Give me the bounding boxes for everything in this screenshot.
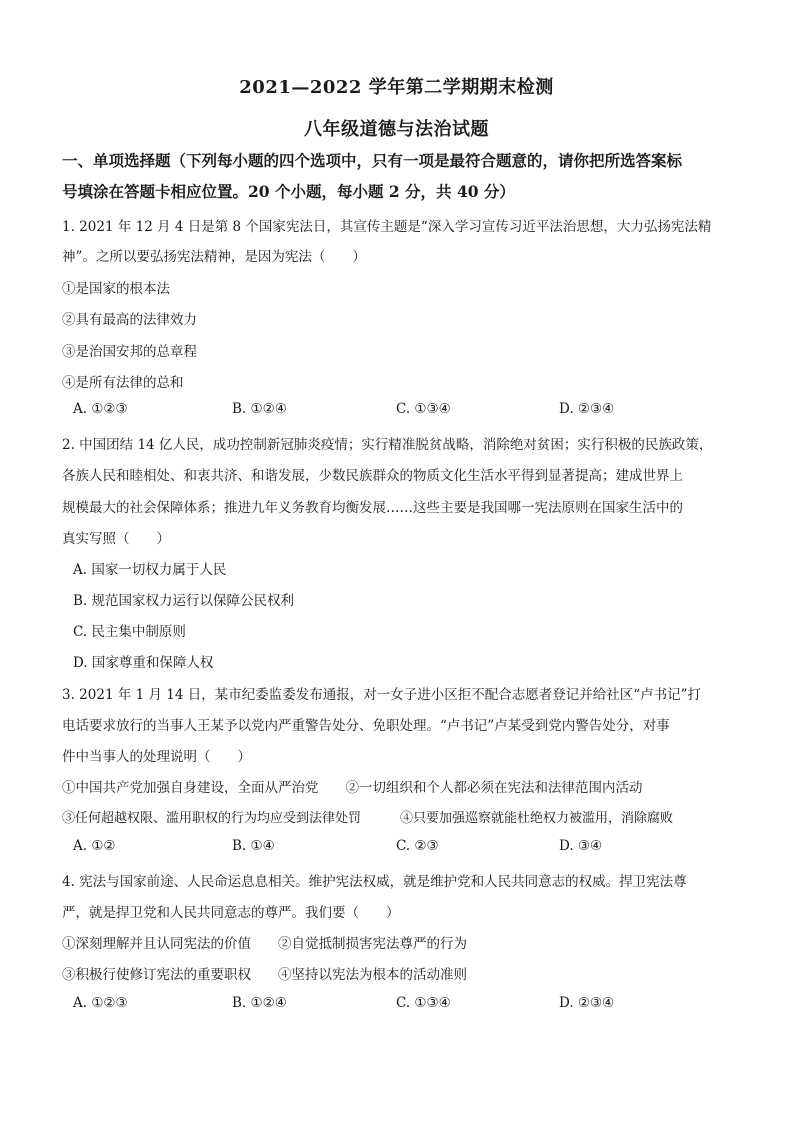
q3-option-b[interactable]: B. ①④ — [232, 838, 275, 854]
q1-item-3: ③是治国安邦的总章程 — [62, 344, 197, 360]
q1-stem-line-2: 神”。之所以要弘扬宪法精神，是因为宪法（ ） — [62, 249, 366, 265]
section-heading-line-2: 号填涂在答题卡相应位置。20 个小题，每小题 2 分，共 40 分） — [62, 182, 515, 201]
q1-stem-line-1: 1. 2021 年 12 月 4 日是第 8 个国家宪法日，其宣传主题是“深入学习宣传习近平法治思想，大力弘扬宪法精 — [62, 219, 712, 235]
q4-stem-line-1: 4. 宪法与国家前途、人民命运息息相关。维护宪法权威，就是维护党和人民共同意志的权威。捍卫宪法尊 — [62, 874, 687, 890]
q4-items-line-2: ③积极行使修订宪法的重要职权 ④坚持以宪法为根本的活动准则 — [62, 967, 467, 983]
q3-option-d[interactable]: D. ③④ — [559, 838, 603, 854]
section-heading-line-1: 一、单项选择题（下列每小题的四个选项中，只有一项是最符合题意的，请你把所选答案标 — [62, 151, 683, 170]
q1-item-2: ②具有最高的法律效力 — [62, 312, 197, 328]
q2-option-a[interactable]: A. 国家一切权力属于人民 — [73, 562, 227, 578]
q2-stem-line-3: 规模最大的社会保障体系；推进九年义务教育均衡发展……这些主要是我国哪一宪法原则在国家生活中的 — [62, 500, 683, 516]
q3-option-a[interactable]: A. ①② — [73, 838, 116, 854]
q2-stem-line-2: 各族人民和睦相处、和衷共济、和谐发展，少数民族群众的物质文化生活水平得到显著提高；建成世界上 — [62, 468, 683, 484]
q4-option-b[interactable]: B. ①②④ — [232, 995, 287, 1011]
section-heading — [62, 145, 732, 207]
q4-option-a[interactable]: A. ①②③ — [73, 995, 128, 1011]
exam-subtitle: 八年级道德与法治试题 — [304, 119, 489, 140]
q2-stem-line-1: 2. 中国团结 14 亿人民，成功控制新冠肺炎疫情；实行精准脱贫战略，消除绝对贫困；实行积极的民族政策， — [62, 437, 713, 453]
q4-option-c[interactable]: C. ①③④ — [396, 995, 451, 1011]
q3-items-line-2: ③任何超越权限、滥用职权的行为均应受到法律处罚 ④只要加强巡察就能杜绝权力被滥用，消除腐败 — [62, 811, 674, 826]
q4-option-d[interactable]: D. ②③④ — [559, 995, 615, 1011]
exam-title: 2021—2022 学年第二学期期末检测 — [239, 77, 554, 98]
q2-option-b[interactable]: B. 规范国家权力运行以保障公民权利 — [73, 593, 295, 609]
q1-option-b[interactable]: B. ①②④ — [232, 401, 287, 417]
q2-option-c[interactable]: C. 民主集中制原则 — [73, 624, 186, 640]
q1-item-4: ④是所有法律的总和 — [62, 375, 184, 391]
q2-option-d[interactable]: D. 国家尊重和保障人权 — [73, 655, 214, 671]
q2-stem-line-4: 真实写照（ ） — [62, 531, 170, 547]
q1-option-d[interactable]: D. ②③④ — [559, 401, 615, 417]
q1-option-c[interactable]: C. ①③④ — [396, 401, 451, 417]
q3-stem-line-3: 件中当事人的处理说明（ ） — [62, 749, 251, 765]
q1-item-1: ①是国家的根本法 — [62, 281, 170, 297]
q3-stem-line-2: 电话要求放行的当事人王某予以党内严重警告处分、免职处理。“卢书记”卢某受到党内警告处分，对事 — [62, 718, 670, 734]
q4-items-line-1: ①深刻理解并且认同宪法的价值 ②自觉抵制损害宪法尊严的行为 — [62, 936, 467, 952]
q4-stem-line-2: 严，就是捍卫党和人民共同意志的尊严。我们要（ ） — [62, 905, 400, 921]
q1-option-a[interactable]: A. ①②③ — [73, 401, 128, 417]
q3-option-c[interactable]: C. ②③ — [396, 838, 439, 854]
q3-stem-line-1: 3. 2021 年 1 月 14 日，某市纪委监委发布通报，对一女子进小区拒不配合志愿者登记并给社区“卢书记”打 — [62, 687, 702, 703]
q3-items-line-1: ①中国共产党加强自身建设，全面从严治党 ②一切组织和个人都必须在宪法和法律范围内活动 — [62, 780, 643, 796]
